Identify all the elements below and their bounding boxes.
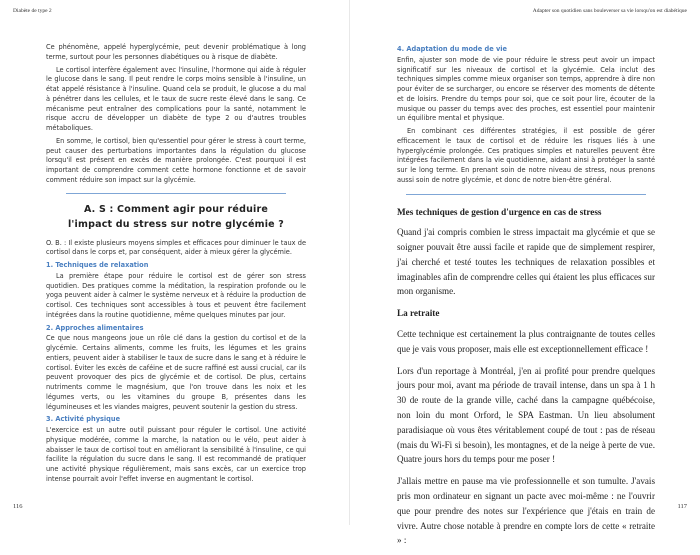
running-head-left: Diabète de type 2 [13,8,52,14]
paragraph-physical-activity: L'exercice est un autre outil puissant pour réguler le cortisol. Une activité physique modérée, comme la marche, la natation ou le vélo, peut aider à abaisser le taux de cortisol tout en améliorant la sensibilité à l'insuline, ce qui facilite la régulation du sucre dans le sang. Il est recommandé de pratiquer une activité physique régulièrement, mais sans excès, car un exercice trop intense pourrait avoir l'effet inverse en augmentant le cortisol. [46,426,306,483]
section-title-line-2: l'impact du stress sur notre glycémie ? [67,218,285,230]
paragraph-lifestyle-1: Enfin, ajuster son mode de vie pour réduire le stress peut avoir un impact significatif sur les niveaux de cortisol et la glycémie. Cela inclut des techniques simples comme mieux organiser son temps, apprendre à dire non pour éviter de se surcharger, ou encore se réserver des moments de détente et de loisirs. Prendre du temps pour soi, que ce soit pour lire, écouter de la musique ou passer du temps avec des proches, est essentiel pour maintenir un équilibre mental et physique. [397,55,655,123]
intro-paragraph-1: Ce phénomène, appelé hyperglycémie, peut devenir problématique à long terme, surtout pour les personnes diabétiques ou à risque de diabète. [46,43,306,61]
lifestyle-section [397,45,655,186]
intro-paragraph-2: Le cortisol interfère également avec l'insuline, l'hormone qui aide à réguler le glucose dans le sang. Il peut rendre le corps moins sensible à l'insuline, un état appelé résistance à l'insuline. Quand cela se produit, le glucose a du mal à pénétrer dans les cellules, et le taux de sucre reste élevé dans le sang. Ce mécanisme peut entraîner des complications pour la santé, notamment le risque accru de développer un diabète de type 2 ou d'autres troubles métaboliques. [46,65,306,132]
section-divider [66,193,286,194]
left-text-column [46,43,306,488]
retreat-paragraph-3: J'allais mettre en pause ma vie professionnelle et son tumulte. J'avais pris mon ordinateur en signant un pacte avec moi-même : ne l'ouvrir que pour prendre des notes sur l'expérience que j'étais en train de vivre. Autre chose notable à prendre en compte lors de cette « retraite » : [397,476,655,546]
heading-lifestyle: 4. Adaptation du mode de vie [397,45,508,53]
paragraph-relaxation: La première étape pour réduire le cortisol est de gérer son stress quotidien. Des pratiques comme la méditation, la respiration profonde ou le yoga peuvent aider à calmer le système nerveux et à réduire la production de cortisol. Ces techniques sont accessibles à tous et peuvent être facilement intégrées dans la routine quotidienne, même quelques minutes par jour. [46,271,306,319]
techniques-heading: Mes techniques de gestion d'urgence en cas de stress [397,206,602,217]
heading-food: 2. Approches alimentaires [46,323,144,332]
right-text-column [397,43,655,555]
retreat-paragraph-2: Lors d'un reportage à Montréal, j'en ai profité pour prendre quelques jours pour moi, avant ma période de travail intense, dans un spa à 1 h 30 de route de la grande ville, caché dans la campagne québécoise, non loin du mont Orford, le SPA Eastman. Un lieu absolument paradisiaque où vous êtes véritablement coupé de tout : pas de réseau (mais du Wi-Fi si besoin), les montagnes, et de la neige à perte de vue. Quatre jours hors du temps pour me poser ! [397,365,655,465]
paragraph-lifestyle-2: En combinant ces différentes stratégies, il est possible de gérer efficacement le taux de cortisol et de réduire les risques liés à une hyperglycémie prolongée. Ces pratiques simples et naturelles peuvent être intégrées facilement dans la vie quotidienne, aidant ainsi à protéger la santé sur le long terme. En prenant soin de notre niveau de stress, nous prenons aussi soin de notre glycémie, et donc de notre bien-être général. [397,127,655,184]
section-title [46,202,306,232]
page-number-left: 116 [13,503,23,510]
retreat-heading: La retraite [397,308,440,319]
left-page [0,0,350,525]
page-number-right: 117 [677,503,687,510]
ob-paragraph: O. B. : Il existe plusieurs moyens simples et efficaces pour diminuer le taux de cortisol dans le corps et, par conséquent, aider à mieux gérer la glycémie. [46,238,306,257]
section-divider-right [406,194,646,195]
heading-physical-activity: 3. Activité physique [46,415,121,424]
heading-relaxation: 1. Techniques de relaxation [46,261,149,269]
intro-paragraph-3: En somme, le cortisol, bien qu'essentiel pour gérer le stress à court terme, peut causer des perturbations importantes dans la régulation du glucose lorsqu'il est présent en excès de manière prolongée. C'est pourquoi il est important de comprendre comment cette hormone fonctionne et de savoir comment réduire son impact sur la glycémie. [46,136,306,184]
paragraph-food: Ce que nous mangeons joue un rôle clé dans la gestion du cortisol et de la glycémie. Certains aliments, comme les fruits, les légumes et les grains entiers, peuvent aider à stabiliser le taux de sucre dans le sang et à réduire le cortisol. Éviter les excès de caféine et de sucre raffiné est aussi crucial, car ils peuvent provoquer des pics de glycémie et de cortisol. De plus, certains nutriments comme le magnésium, que l'on trouve dans les noix et les légumes verts, ou les vitamines du groupe B, présentes dans les légumineuses et les viandes maigres, peuvent soutenir la gestion du stress. [46,334,306,411]
section-title-line-1: A. S : Comment agir pour réduire [83,203,269,215]
techniques-intro-paragraph: Quand j'ai compris combien le stress impactait ma glycémie et que se soigner pouvait être aussi facile et rapide que de simplement respirer, j'ai cherché et testé toutes les techniques de relaxation possibles et imaginables afin de comprendre celles qui étaient les plus efficaces sur mon organisme. [397,227,655,297]
running-head-right: Adapter son quotidien sans bouleverser sa vie lorsqu'on est diabétique [532,8,687,14]
retreat-paragraph-1: Cette technique est certainement la plus contraignante de toutes celles que je vais vous proposer, mais elle est exceptionnellement efficace ! [397,329,655,354]
personal-techniques-section [397,205,655,549]
